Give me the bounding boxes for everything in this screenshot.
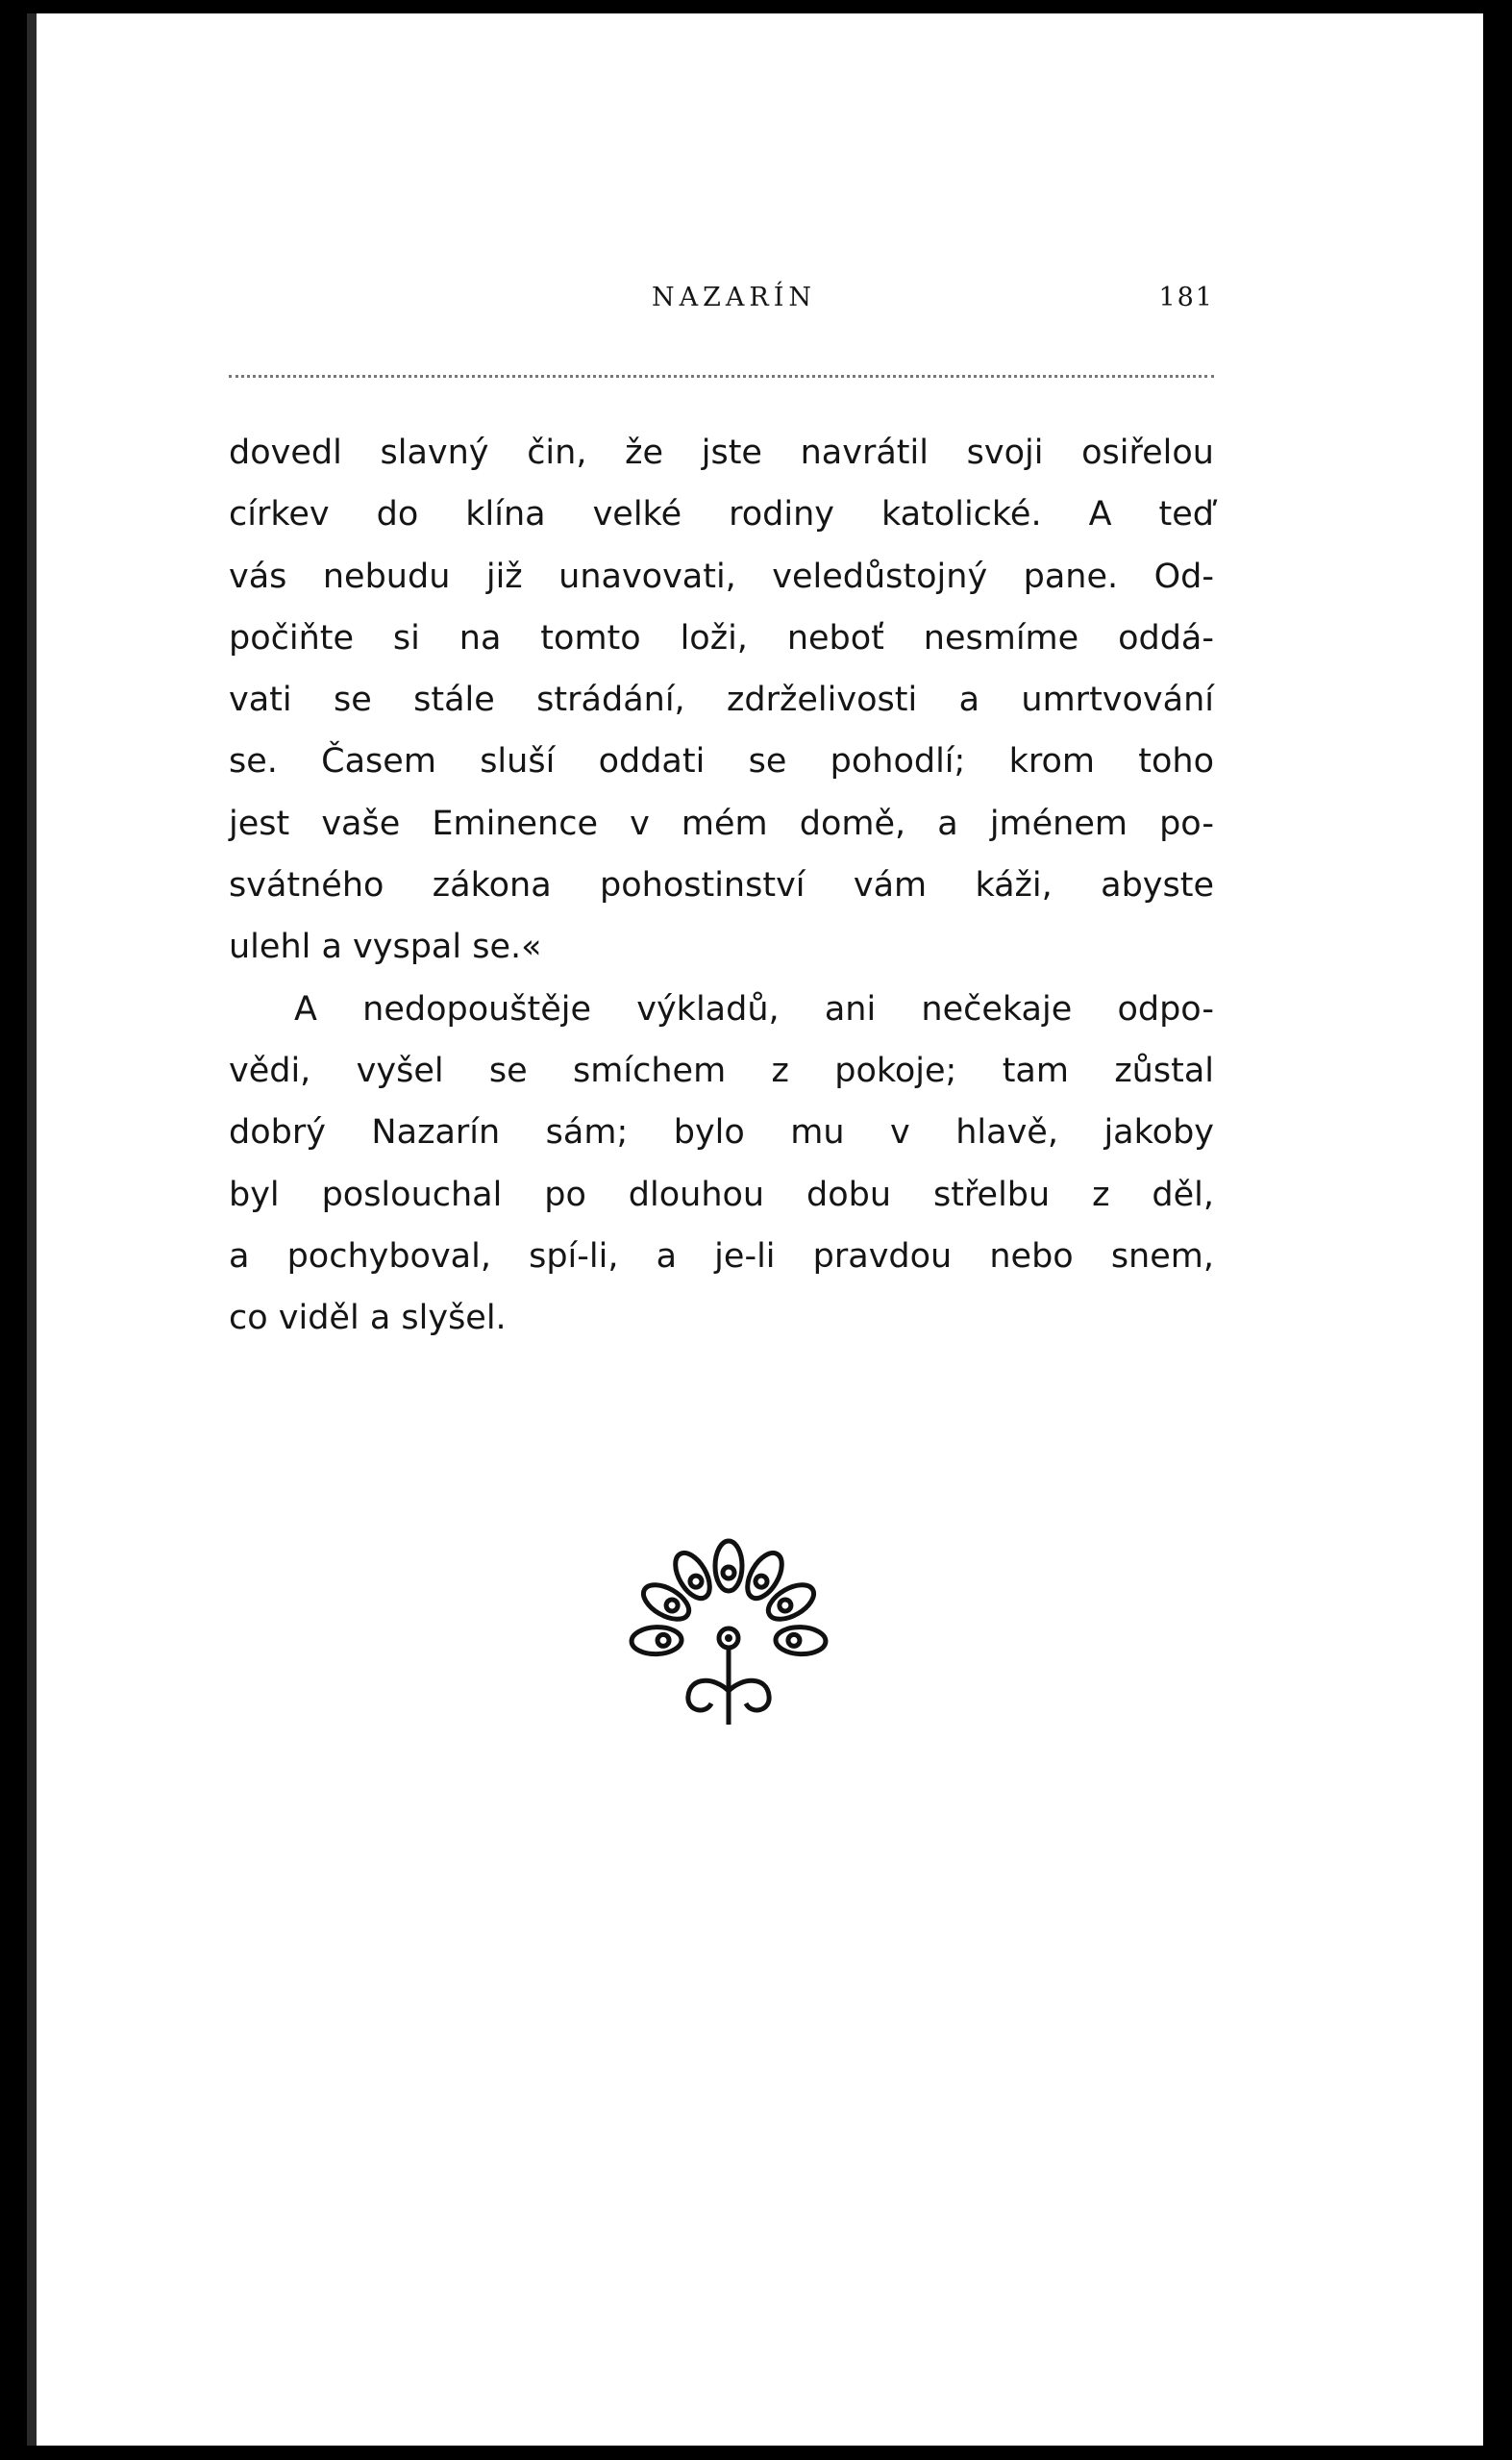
text-line: ulehl a vyspal se.«: [229, 928, 542, 967]
paragraph: [229, 422, 1214, 979]
book-page: [27, 13, 1483, 2446]
text-line: jest vaše Eminence v mém domě, a jménem po-: [229, 804, 1214, 843]
text-line: vědi, vyšel se smíchem z pokoje; tam zůstal: [229, 1051, 1214, 1090]
paragraph: [229, 979, 1214, 1350]
page-edge-shadow: [27, 13, 37, 2446]
text-line: vás nebudu již unavovati, veledůstojný pane. Od-: [229, 557, 1214, 596]
header-dotted-rule: [229, 375, 1214, 378]
text-line: vati se stále strádání, zdrželivosti a umrtvování: [229, 681, 1214, 720]
running-title: NAZARÍN: [652, 283, 817, 312]
flower-ornament-icon: [623, 1532, 834, 1753]
text-line: dobrý Nazarín sám; bylo mu v hlavě, jakoby: [229, 1113, 1214, 1153]
text-line: církev do klína velké rodiny katolické. A teď: [229, 495, 1214, 534]
text-line: co viděl a slyšel.: [229, 1299, 507, 1338]
page-number: 181: [1158, 283, 1214, 312]
text-line: A nedopouštěje výkladů, ani nečekaje odpo-: [294, 989, 1214, 1029]
text-line: se. Časem sluší oddati se pohodlí; krom toho: [229, 742, 1214, 782]
text-line: dovedl slavný čin, že jste navrátil svoji osiřelou: [229, 434, 1214, 472]
text-line: a pochyboval, spí-li, a je-li pravdou nebo snem,: [229, 1236, 1214, 1276]
body-text: [229, 422, 1214, 1349]
page-header: [229, 275, 1214, 323]
text-line: počiňte si na tomto loži, neboť nesmíme oddá-: [229, 618, 1214, 658]
text-line: svátného zákona pohostinství vám káži, abyste: [229, 866, 1214, 906]
text-line: byl poslouchal po dlouhou dobu střelbu z děl,: [229, 1175, 1214, 1214]
